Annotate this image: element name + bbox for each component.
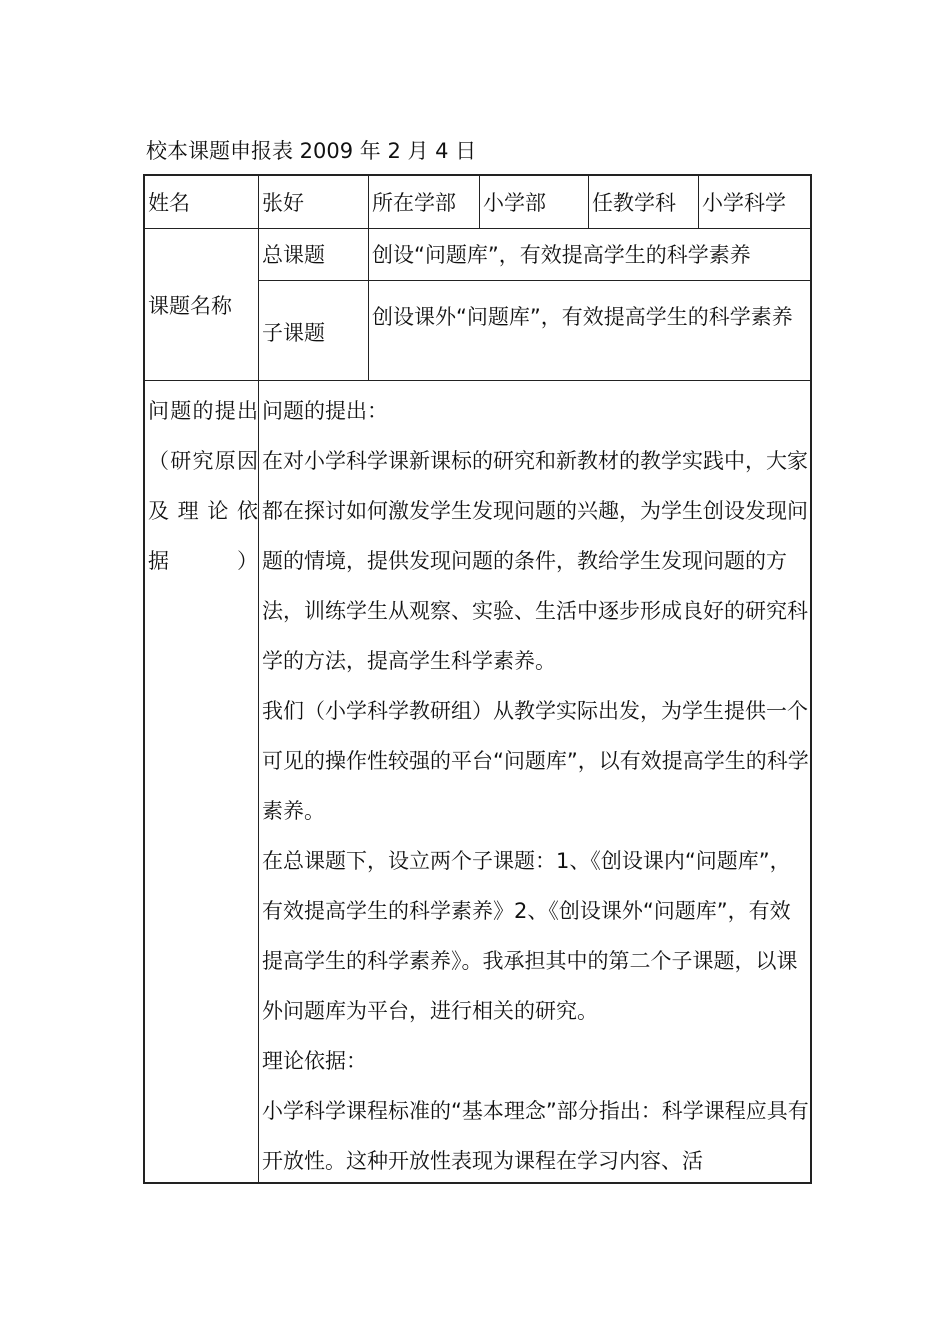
table-column-divider (698, 176, 699, 228)
table-row-divider (145, 380, 810, 381)
section-heading: 理论依据： (262, 1049, 367, 1073)
table-column-divider (588, 176, 589, 228)
page-title: 校本课题申报表 2009 年 2 月 4 日 (146, 139, 477, 163)
main-topic-label: 总课题 (262, 243, 325, 267)
table-column-divider (368, 176, 369, 380)
problem-statement-label: 问题的提出（研究原因及理论依据） (148, 399, 258, 573)
sub-topic-label: 子课题 (262, 321, 325, 345)
subject-label: 任教学科 (592, 191, 676, 215)
department-label: 所在学部 (372, 191, 456, 215)
subject-value: 小学科学 (702, 191, 786, 215)
content-paragraph: 在总课题下，设立两个子课题：1、《创设课内“问题库”，有效提高学生的科学素养》2、《创设课外“问题库”，有效提高学生的科学素养》。我承担其中的第二个子课题，以课外问题库为平台，进行相关的研究。 (262, 849, 798, 1023)
table-column-divider (479, 176, 480, 228)
topic-label: 课题名称 (148, 294, 232, 318)
main-topic-value: 创设“问题库”，有效提高学生的科学素养 (372, 243, 751, 267)
table-row-divider (258, 280, 810, 281)
section-heading: 问题的提出： (262, 399, 388, 423)
department-value: 小学部 (483, 191, 546, 215)
content-paragraph: 小学科学课程标准的“基本理念”部分指出：科学课程应具有开放性。这种开放性表现为课程在学习内容、活 (262, 1099, 809, 1173)
name-value: 张好 (262, 191, 304, 215)
sub-topic-value: 创设课外“问题库”，有效提高学生的科学素养 (372, 305, 793, 329)
name-label: 姓名 (148, 191, 190, 215)
table-column-divider (258, 176, 259, 1182)
content-paragraph: 我们（小学科学教研组）从教学实际出发，为学生提供一个可见的操作性较强的平台“问题库”，以有效提高学生的科学素养。 (262, 699, 809, 823)
content-paragraph: 在对小学科学课新课标的研究和新教材的教学实践中，大家都在探讨如何激发学生发现问题的兴趣，为学生创设发现问题的情境，提供发现问题的条件，教给学生发现问题的方法，训练学生从观察、实验、生活中逐步形成良好的研究科学的方法，提高学生科学素养。 (262, 449, 808, 673)
table-row-divider (145, 228, 810, 229)
